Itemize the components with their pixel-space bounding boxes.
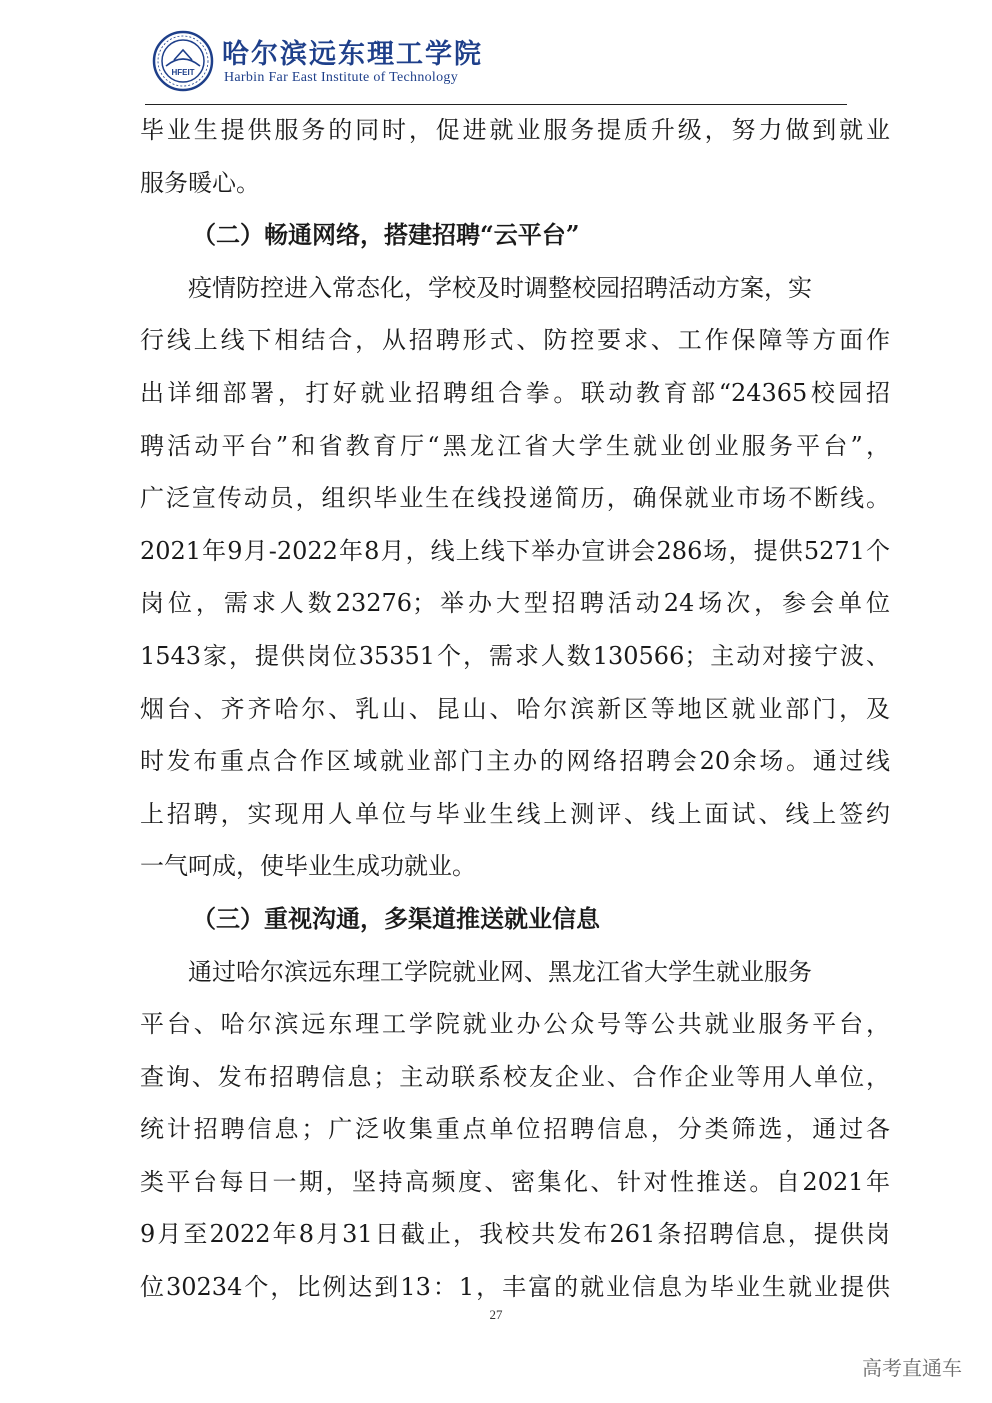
document-header xyxy=(152,30,852,96)
text-line-5: 行线上线下相结合，从招聘形式、防控要求、工作保障等方面作 xyxy=(140,326,890,355)
document-body xyxy=(140,104,890,1314)
text-line-22: 9月至2022年8月31日截止，我校共发布261条招聘信息，提供岗 xyxy=(140,1220,890,1249)
text-line-1: 毕业生提供服务的同时，促进就业服务提质升级，努力做到就业 xyxy=(140,116,890,144)
text-line-6: 出详细部署，打好就业招聘组合拳。联动教育部“24365校园招 xyxy=(140,378,890,407)
school-name-chinese: 哈尔滨远东理工学院 xyxy=(222,39,483,70)
text-line-11: 1543家，提供岗位35351个，需求人数130566；主动对接宁波、 xyxy=(140,641,890,670)
text-line-15: 一气呵成，使毕业生成功就业。 xyxy=(140,852,476,881)
text-line-23: 位30234个，比例达到13：1，丰富的就业信息为毕业生就业提供 xyxy=(140,1273,890,1302)
text-line-18: 平台、哈尔滨远东理工学院就业办公众号等公共就业服务平台， xyxy=(140,1010,890,1039)
section-heading-3: （三）重视沟通，多渠道推送就业信息 xyxy=(192,903,600,933)
school-name-english: Harbin Far East Institute of Technology xyxy=(224,70,459,85)
text-line-10: 岗位，需求人数23276；举办大型招聘活动24场次，参会单位 xyxy=(140,589,890,618)
text-line-9: 2021年9月-2022年8月，线上线下举办宣讲会286场，提供5271个 xyxy=(140,536,890,565)
text-line-17: 通过哈尔滨远东理工学院就业网、黑龙江省大学生就业服务 xyxy=(188,957,812,986)
text-line-13: 时发布重点合作区域就业部门主办的网络招聘会20余场。通过线 xyxy=(140,747,890,776)
text-line-2: 服务暖心。 xyxy=(140,168,260,197)
section-heading-2: （二）畅通网络，搭建招聘“云平台” xyxy=(192,220,580,250)
text-line-14: 上招聘，实现用人单位与毕业生线上测评、线上面试、线上签约 xyxy=(140,799,890,828)
seal-text: HFEIT xyxy=(171,68,195,77)
text-line-20: 统计招聘信息；广泛收集重点单位招聘信息，分类筛选，通过各 xyxy=(140,1115,890,1144)
text-line-12: 烟台、齐齐哈尔、乳山、昆山、哈尔滨新区等地区就业部门，及 xyxy=(140,694,890,723)
school-seal-icon xyxy=(152,30,214,92)
text-line-21: 类平台每日一期，坚持高频度、密集化、针对性推送。自2021年 xyxy=(140,1167,890,1196)
watermark-text: 高考直通车 xyxy=(862,1356,962,1380)
text-line-19: 查询、发布招聘信息；主动联系校友企业、合作企业等用人单位， xyxy=(140,1062,890,1091)
text-line-4: 疫情防控进入常态化，学校及时调整校园招聘活动方案，实 xyxy=(188,273,812,302)
text-line-8: 广泛宣传动员，组织毕业生在线投递简历，确保就业市场不断线。 xyxy=(140,484,890,513)
text-line-7: 聘活动平台”和省教育厅“黑龙江省大学生就业创业服务平台”， xyxy=(140,431,890,460)
page-number: 27 xyxy=(489,1307,503,1322)
